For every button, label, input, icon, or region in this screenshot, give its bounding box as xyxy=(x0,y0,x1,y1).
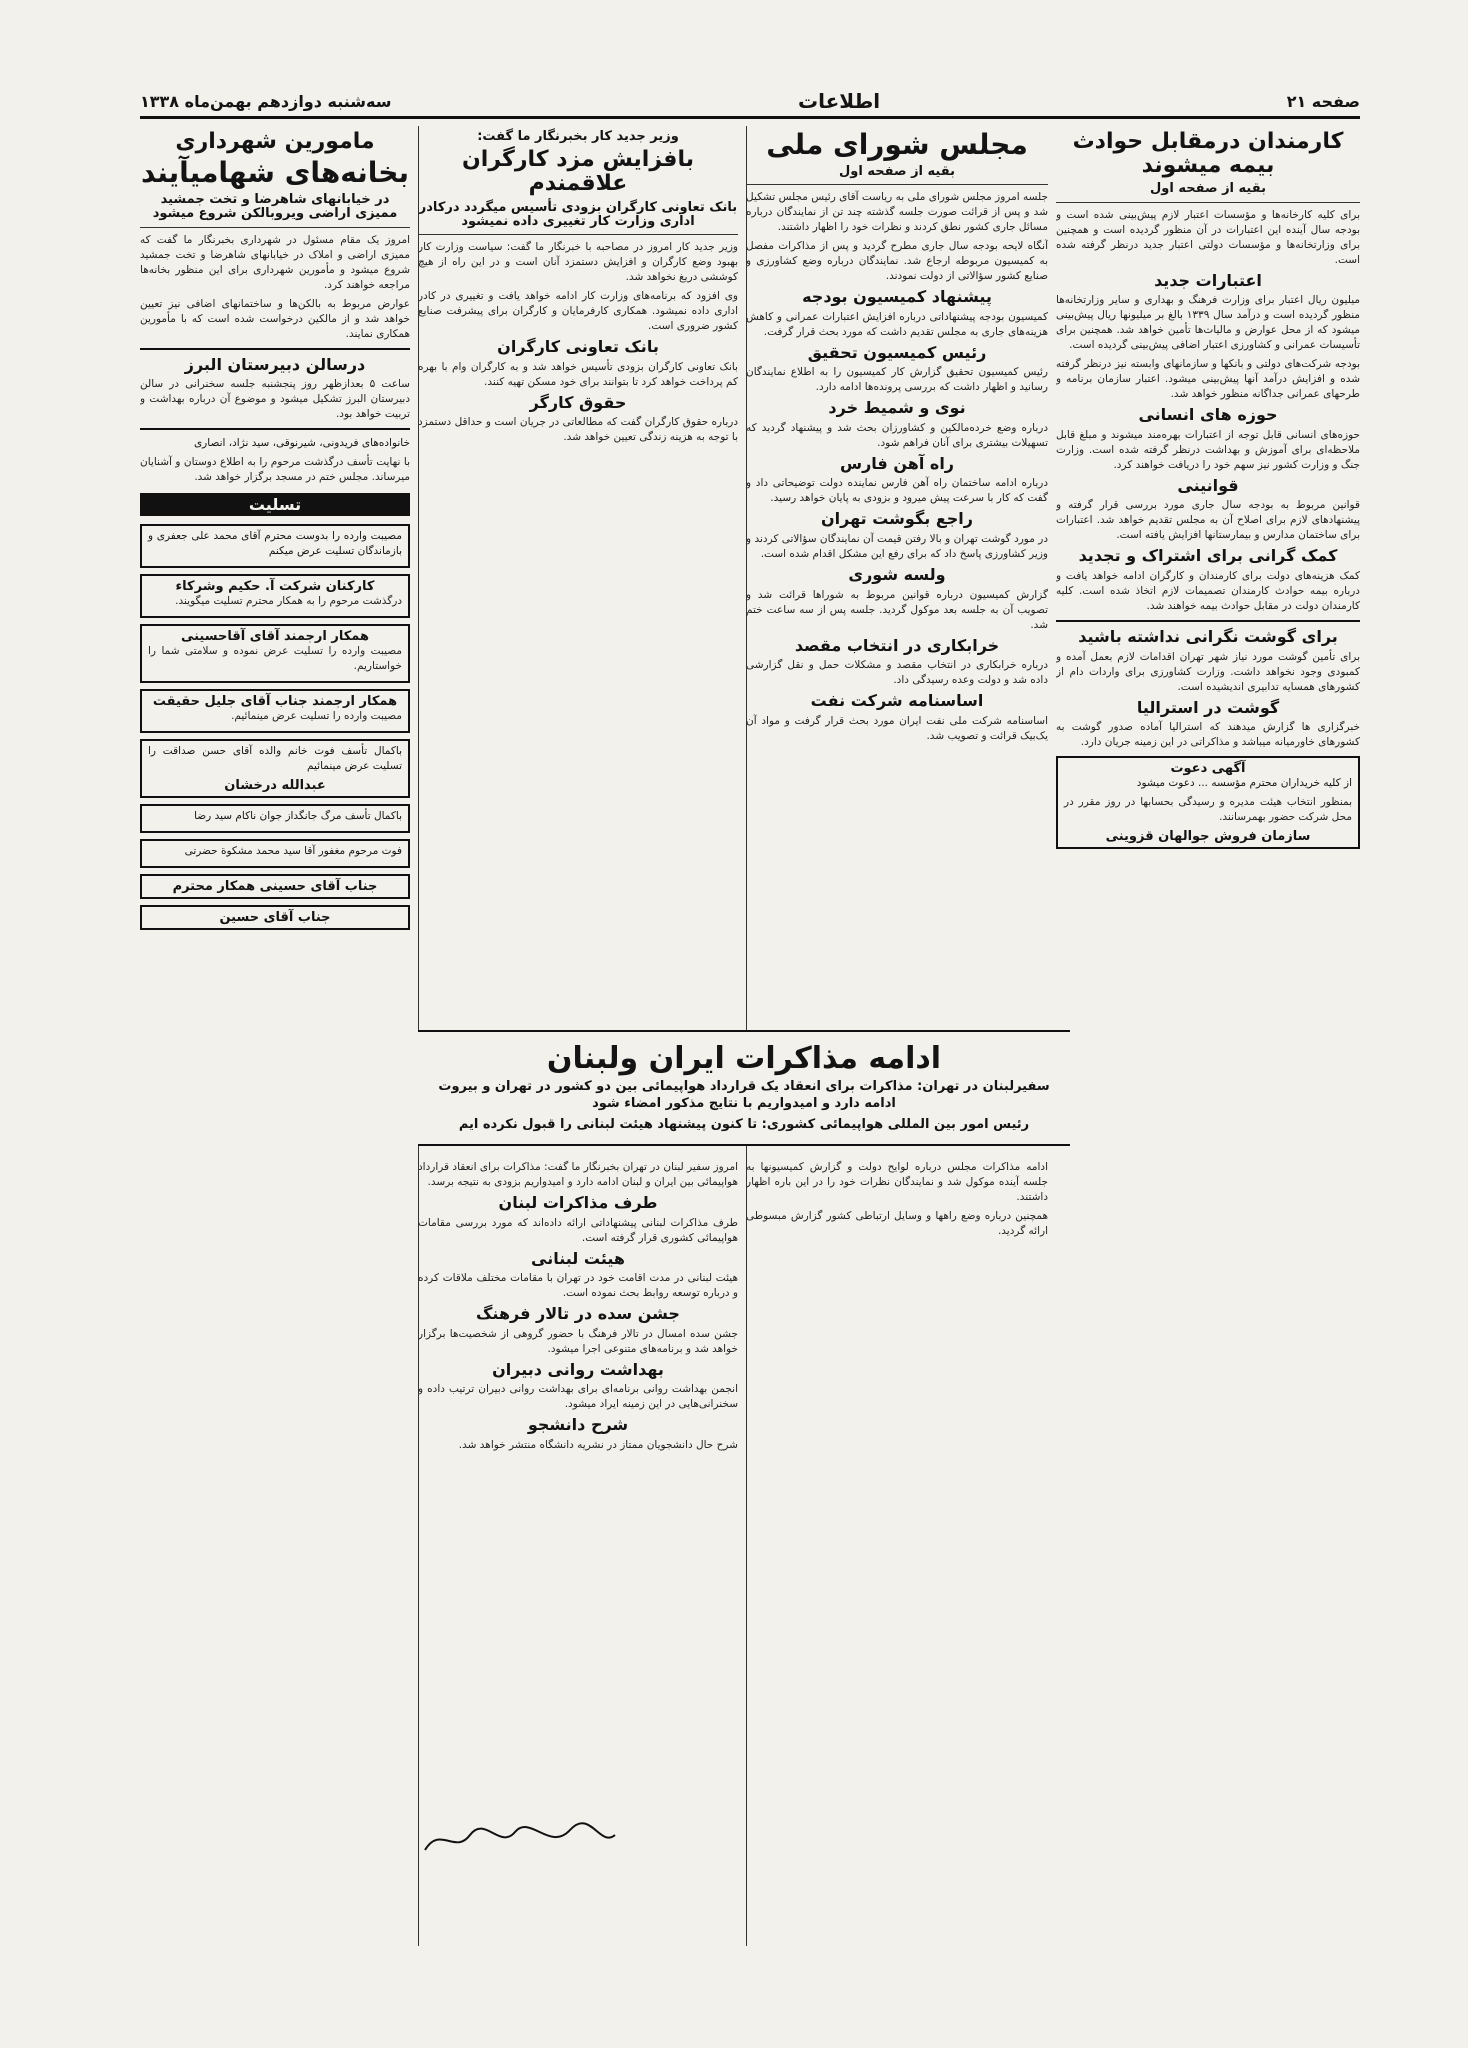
condolence-8: جناب آقای حسینی همکار محترم xyxy=(140,874,410,899)
subhead-lebanon-parties: طرف مذاکرات لبنان xyxy=(498,1193,658,1212)
subhead-new-credits: اعتبارات جدید xyxy=(1154,270,1262,290)
condolence-1: مصیبت وارده را بدوست محترم آقای محمد علی جعفری و بازماندگان تسلیت عرض میکنم xyxy=(140,524,410,568)
page-number: صفحه ۲۱ xyxy=(1286,91,1360,111)
condolence-6: باکمال تأسف مرگ جانگداز جوان ناکام سید رضا xyxy=(140,804,410,833)
column-municipal: مامورین شهرداری بخانه‌های شهامیآیند در خیابانهای شاهرضا و تخت جمشید ممیزی اراضی ویروبالکن شروع میشود امروز یک مقام مسئول در شهرداری بخبرنگار ما گفت که ممیزی اراضی و املاک در خیابانهای شاهرضا و تخت جمشید شروع میشود و مأمورین شهرداری برای این منظور بخانه‌ها مراجعه خواهند کرد. عوارض مربوط به بالکن‌ها و ساختمانهای اضافی نیز تعیین خواهد شد و از مالکین درخواست شده است که با مأمورین همکاری نمایند. درسالن دبیرستان البرز ساعت ۵ بعدازظهر روز پنجشنبه جلسه سخنرانی در سالن دبیرستان البرز تشکیل میشود و موضوع آن درباره بهداشت و تربیت خواهد بود. خانواده‌های فریدونی، شیرنوقی، سید نژاد، انصاری با نهایت تأسف درگذشت مرحوم را به اطلاع دوستان و آشنایان میرساند. مجلس ختم در مسجد برگزار خواهد شد. تسلیت مصیبت وارده را بدوست محترم آقای محمد علی جعفری و بازماندگان تسلیت عرض میکنم کارکنان شرکت آ. حکیم وشرکاء درگذشت مرحوم را به همکار محترم تسلیت میگویند. همکار ارجمند آقای آقاحسینی مصیبت وارده را تسلیت عرض نموده و سلامتی شما را خواستاریم. همکار ارجمند جناب آقای جلیل حقیقت مصیبت وارده را تسلیت عرض مینمائیم. باکمال تأسف فوت خانم والده آقای حسن صداقت را تسلیت عرض مینمائیم عبدالله درخشان باکمال تأسف مرگ جانگداز جوان ناکام سید رضا فوت مرحوم مغفور آقا سید محمد مشکوة حضرتی جناب آقای حسینی همکار محترم جناب آقای حسین xyxy=(140,126,410,1946)
insurance-lead: بقیه از صفحه اول xyxy=(1150,181,1266,197)
condolence-7: فوت مرحوم مغفور آقا سید محمد مشکوة حضرتی xyxy=(140,839,410,868)
column-insurance: کارمندان درمقابل حوادث بیمه میشوند بقیه از صفحه اول برای کلیه کارخانه‌ها و مؤسسات اعتبار لازم پیش‌بینی شده است و بودجه سال آینده این اعتبارات در آن منظور گردیده است و همچنین برای وزارتخانه‌ها و مؤسسات دولتی اعتبار جدید درنظر گرفته شده است. اعتبارات جدید میلیون ریال اعتبار برای وزارت فرهنگ و بهداری و سایر وزارتخانه‌ها منظور گردیده است و درآمد سال ۱۳۳۹ بالغ بر میلیونها ریال پیش‌بینی میشود که از محل عوارض و مالیات‌ها تأمین خواهد شد. همچنین برای تأسیسات عمرانی و کشاورزی اعتبار اضافی پیش‌بینی گردیده است. بودجه شرکت‌های دولتی و بانکها و سازمانهای وابسته نیز درنظر گرفته شده و افزایش درآمد آنها پیش‌بینی میشود. اعتبار سازمان برنامه و طرحهای عمرانی جداگانه منظور خواهد شد. حوزه های انسانی حوزه‌های انسانی قابل توجه از اعتبارات بهره‌مند میشوند و مبلغ قابل ملاحظه‌ای برای آموزش و بهداشت درنظر گرفته شده است. وزارت جنگ و وزارت کشور نیز سهم خود را دریافت خواهند کرد. قوانینی قوانین مربوط به بودجه سال جاری مورد بررسی قرار گرفته و پیشنهادهای لازم برای اصلاح آن به مجلس تقدیم خواهد شد. اعتبارات برای ساختمان مدارس و بیمارستانها افزایش یافته است. کمک گرانی برای اشتراک و تجدید کمک هزینه‌های دولت برای کارمندان و کارگران ادامه خواهد یافت و درباره بیمه حوادث کارمندان تصمیمات لازم اتخاذ شده است. کلیه کارمندان دولت در مقابل حوادث بیمه خواهند شد. برای گوشت نگرانی نداشته باشید برای تأمین گوشت مورد نیاز شهر تهران اقدامات لازم بعمل آمده و کمبودی وجود نخواهد داشت. وزارت کشاورزی برای واردات دام از کشورهای همسایه تدابیری اندیشیده است. گوشت در استرالیا خبرگزاری ها گزارش میدهند که استرالیا آماده صدور گوشت به کشورهای خاورمیانه میباشد و مذاکراتی در این زمینه جریان دارد. آگهی دعوت از کلیه خریداران محترم مؤسسه ... دعوت میشود بمنظور انتخاب هیئت مدیره و رسیدگی بحسابها در روز مقرر در محل شرکت حضور بهمرسانند. سازمان فروش جوالهان قزوینی xyxy=(1056,126,1360,1946)
issue-date: سه‌شنبه دوازدهم بهمن‌ماه ۱۳۳۸ xyxy=(140,91,392,111)
insurance-headline: کارمندان درمقابل حوادث بیمه میشوند xyxy=(1072,129,1344,179)
subhead-fars-railway: راه آهن فارس xyxy=(839,453,955,473)
meat-australia-headline: گوشت در استرالیا xyxy=(1136,697,1280,717)
municipal-deck: در خیابانهای شاهرضا و تخت جمشید ممیزی اراضی ویروبالکن شروع میشود xyxy=(152,191,398,222)
column-labor: وزیر جدید کار بخبرنگار ما گفت: بافزایش مزد کارگران علاقمندم بانک تعاونی کارگران بزودی تأسیس میگردد درکادر اداری وزارت کار تغییری داده نمیشود وزیر جدید کار امروز در مصاحبه با خبرنگار ما گفت: سیاست وزارت کار بهبود وضع کارگران و افزایش دستمزد آنان است و در این راه از هیچ کوششی دریغ نخواهد شد. وی افزود که برنامه‌های وزارت کار ادامه خواهد یافت و تغییری در کادر اداری داده نمیشود. همکاری کارفرمایان و کارگران برای پیشرفت صنایع کشور ضروری است. بانک تعاونی کارگران بانک تعاونی کارگران بزودی تأسیس خواهد شد و به کارگران وام با بهره کم پرداخت خواهد کرد تا بتوانند برای خود مسکن تهیه کنند. حقوق کارگر درباره حقوق کارگران گفت که مطالعاتی در جریان است و حداقل دستمزد با توجه به هزینه زندگی تعیین خواهد شد. xyxy=(418,126,738,1946)
lecture-headline: درسالن دبیرستان البرز xyxy=(184,354,366,374)
lebanon-subhead-1: سفیرلبنان در تهران: مذاکرات برای انعقاد یک قرارداد هواپیمائی بین دو کشور در تهران و بیروت ادامه دارد و امیدواریم با نتایج مذکور امضاء شود xyxy=(438,1079,1050,1111)
subhead-human-areas: حوزه های انسانی xyxy=(1138,405,1278,425)
subhead-sadeh-celebration: جشن سده در تالار فرهنگ xyxy=(476,1304,680,1324)
subhead-inquiry: رئیس کمیسیون تحقیق xyxy=(807,342,987,362)
subhead-tehran-meat: راجع بگوشت تهران xyxy=(821,509,973,529)
invitation-notice: آگهی دعوت از کلیه خریداران محترم مؤسسه ... دعوت میشود بمنظور انتخاب هیئت مدیره و رسیدگی بحسابها در روز مقرر در محل شرکت حضور بهمرسانند. سازمان فروش جوالهان قزوینی xyxy=(1056,756,1360,849)
condolence-2: کارکنان شرکت آ. حکیم وشرکاء درگذشت مرحوم را به همکار محترم تسلیت میگویند. xyxy=(140,574,410,618)
subhead-aid: کمک گرانی برای اشتراک و تجدید xyxy=(1078,546,1338,566)
subhead-sabotage: خرابکاری در انتخاب مقصد xyxy=(794,635,1000,655)
municipal-headline-1: مامورین شهرداری xyxy=(175,129,375,154)
subhead-coop-bank: بانک تعاونی کارگران xyxy=(497,337,659,357)
municipal-headline-2: بخانه‌های شهامیآیند xyxy=(141,156,409,190)
subhead-student: شرح دانشجو xyxy=(527,1415,629,1435)
condolence-5: باکمال تأسف فوت خانم والده آقای حسن صداقت را تسلیت عرض مینمائیم عبدالله درخشان xyxy=(140,739,410,798)
majlis-headline: مجلس شورای ملی xyxy=(766,128,1028,161)
lebanon-banner xyxy=(418,1030,1070,1146)
subhead-budget-commission: پیشنهاد کمیسیون بودجه xyxy=(802,287,992,307)
article-body: برای کلیه کارخانه‌ها و مؤسسات اعتبار لازم پیش‌بینی شده است و بودجه سال آینده این اعتبارات در آن منظور گردیده است و همچنین برای وزارتخانه‌ها و مؤسسات دولتی اعتبار جدید درنظر گرفته شده است. xyxy=(1056,208,1360,266)
condolence-9: جناب آقای حسین xyxy=(140,905,410,930)
condolence-bar: تسلیت xyxy=(140,493,410,516)
majlis-lead: بقیه از صفحه اول xyxy=(839,163,955,179)
condolence-3: همکار ارجمند آقای آقاحسینی مصیبت وارده را تسلیت عرض نموده و سلامتی شما را خواستاریم. xyxy=(140,624,410,683)
condolence-4: همکار ارجمند جناب آقای جلیل حقیقت مصیبت وارده را تسلیت عرض مینمائیم. xyxy=(140,689,410,733)
notice-families: خانواده‌های فریدونی، شیرنوقی، سید نژاد، انصاری xyxy=(193,437,410,450)
subhead-laws: قوانینی xyxy=(1177,475,1239,495)
subhead-small: نوی و شمیط خرد xyxy=(828,398,966,418)
meat-worry-headline: برای گوشت نگرانی نداشته باشید xyxy=(1078,627,1338,647)
subhead-oil-charter: اساسنامه شرکت نفت xyxy=(810,691,984,711)
labor-kicker: وزیر جدید کار بخبرنگار ما گفت: xyxy=(477,129,679,144)
lebanon-headline: ادامه مذاکرات ایران ولبنان xyxy=(546,1041,942,1076)
subhead-wages: حقوق کارگر xyxy=(529,392,627,412)
lebanon-subhead-2: رئیس امور بین المللی هواپیمائی کشوری: تا کنون پیشنهاد هیئت لبنانی را قبول نکرده ایم xyxy=(458,1116,1030,1132)
column-majlis: مجلس شورای ملی بقیه از صفحه اول جلسه امروز مجلس شورای ملی به ریاست آقای رئیس مجلس تشکیل شد و پس از قرائت صورت جلسه گذشته چند تن از نمایندگان درباره مسائل جاری کشور نطق کردند و نظرات خود را اظهار داشتند. آنگاه لایحه بودجه سال جاری مطرح گردید و پس از مذاکرات مفصل به کمیسیون مربوطه ارجاع شد. نمایندگان درباره وضع کشاورزی و صنایع کشور سؤالاتی از دولت نمودند. پیشنهاد کمیسیون بودجه کمیسیون بودجه پیشنهاداتی درباره افزایش اعتبارات عمرانی و کاهش هزینه‌های جاری به مجلس تقدیم داشت که مورد بحث قرار گرفت. رئیس کمیسیون تحقیق رئیس کمیسیون تحقیق گزارش کار کمیسیون را به اطلاع نمایندگان رسانید و اظهار داشت که بررسی پرونده‌ها ادامه دارد. نوی و شمیط خرد درباره وضع خرده‌مالکین و کشاورزان بحث شد و پیشنهاد گردید که تسهیلات بیشتری برای آنان فراهم شود. راه آهن فارس درباره ادامه ساختمان راه آهن فارس نماینده دولت توضیحاتی داد و گفت که کار با سرعت پیش میرود و بزودی به پایان خواهد رسید. راجع بگوشت تهران در مورد گوشت تهران و بالا رفتن قیمت آن نمایندگان سؤالاتی کردند و وزیر کشاورزی پاسخ داد که برای رفع این مشکل اقدام شده است. ولسه شوری گزارش کمیسیون درباره قوانین مربوط به شوراها قرائت شد و تصویب آن به جلسه بعد موکول گردید. جلسه پس از سه ساعت ختم شد. خرابکاری در انتخاب مقصد درباره خرابکاری در انتخاب مقصد و مشکلات حمل و نقل گزارشی داده شد و دولت وعده رسیدگی داد. اساسنامه شرکت نفت اساسنامه شرکت ملی نفت ایران مورد بحث قرار گرفت و مواد آن یک‌بیک قرائت و تصویب شد. xyxy=(746,126,1048,1946)
labor-deck: بانک تعاونی کارگران بزودی تأسیس میگردد درکادر اداری وزارت کار تغییری داده نمیشود xyxy=(418,199,738,229)
column-majlis-lower: ادامه مذاکرات مجلس درباره لوایح دولت و گزارش کمیسیونها به جلسه آینده موکول شد و نمایندگان نظرات خود را در این باره اظهار داشتند. همچنین درباره وضع راهها و وسایل ارتباطی کشور گزارش مبسوطی ارائه گردید. xyxy=(746,1160,1048,1810)
labor-headline: بافزایش مزد کارگران علاقمندم xyxy=(462,147,694,197)
column-lebanon-lower: امروز سفیر لبنان در تهران بخبرنگار ما گفت: مذاکرات برای انعقاد قرارداد هواپیمائی بین ایران و لبنان ادامه دارد و امیدواریم بزودی به نتیجه برسد. طرف مذاکرات لبنان طرف مذاکرات لبنانی پیشنهاداتی ارائه داده‌اند که مورد بررسی مقامات هواپیمائی کشوری قرار گرفته است. هیئت لبنانی هیئت لبنانی در مدت اقامت خود در تهران با مقامات مختلف ملاقات کرده و درباره توسعه روابط بحث نموده است. جشن سده در تالار فرهنگ جشن سده امسال در تالار فرهنگ با حضور گروهی از شخصیت‌ها برگزار خواهد شد و برنامه‌های متنوعی اجرا میشود. بهداشت روانی دبیران انجمن بهداشت روانی برنامه‌ای برای بهداشت روانی دبیران ترتیب داده و سخنرانی‌هایی در این زمینه ایراد میشود. شرح دانشجو شرح حال دانشجویان ممتاز در نشریه دانشگاه منتشر خواهد شد. xyxy=(418,1160,738,1810)
subhead-council: ولسه شوری xyxy=(848,565,946,585)
subhead-lebanese-delegation: هیئت لبنانی xyxy=(531,1248,625,1268)
subhead-teacher-health: بهداشت روانی دبیران xyxy=(492,1359,664,1379)
handwritten-signature xyxy=(420,1820,620,1860)
newspaper-name: اطلاعات xyxy=(798,89,881,113)
masthead xyxy=(140,86,1360,119)
